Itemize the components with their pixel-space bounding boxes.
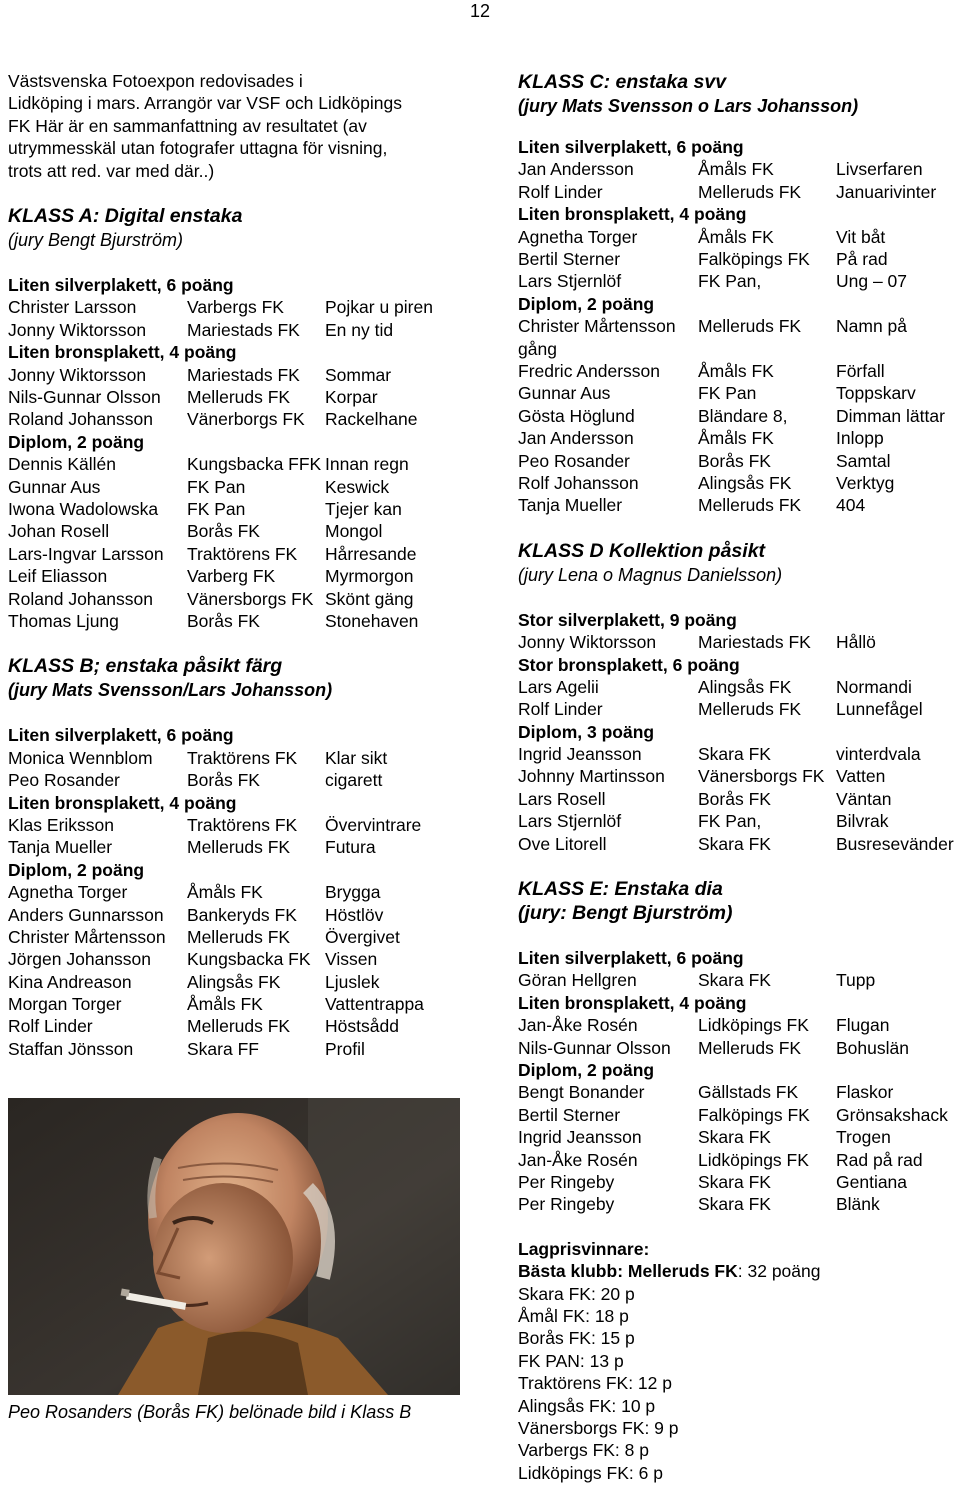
entry-name: Fredric Andersson: [518, 360, 661, 381]
table-row: [8, 476, 468, 498]
entry-club: Borås FK: [187, 770, 260, 791]
entry-club: FK Pan,: [698, 811, 762, 832]
klass-e-bronze-label: Liten bronsplakett, 4 poäng: [518, 992, 747, 1013]
entry-club: Mariestads FK: [187, 364, 300, 385]
table-row: [8, 296, 468, 318]
entry-club: Lidköpings FK: [698, 1149, 809, 1170]
table-row: [518, 1014, 958, 1036]
entry-club: Vänersborgs FK: [187, 588, 314, 609]
klass-b-bronze-list: [8, 814, 468, 859]
entry-title: cigarett: [325, 770, 383, 791]
klass-c-jury: (jury Mats Svensson o Lars Johansson): [518, 96, 859, 116]
entry-club: Mariestads FK: [698, 632, 811, 653]
entry-name: Monica Wennblom: [8, 747, 153, 768]
entry-club: Lidköpings FK: [698, 1015, 809, 1036]
entry-name: Ingrid Jeansson: [518, 1127, 642, 1148]
entry-name: Jonny Wiktorsson: [8, 319, 147, 340]
table-row: [518, 1104, 958, 1126]
lagpris-heading: Lagprisvinnare:: [518, 1238, 650, 1259]
entry-club: Kungsbacka FK: [187, 949, 311, 970]
table-row: [8, 769, 468, 791]
klass-c-bronze-list: [518, 226, 958, 293]
entry-title: Ljuslek: [325, 971, 380, 992]
entry-name: Göran Hellgren: [518, 970, 637, 991]
entry-club: Åmåls FK: [698, 159, 774, 180]
entry-club: Skara FF: [187, 1038, 259, 1059]
entry-club: Bländare 8,: [698, 405, 788, 426]
entry-title: Innan regn: [325, 454, 409, 475]
entry-name: Staffan Jönsson: [8, 1038, 134, 1059]
entry-club: Traktörens FK: [187, 747, 298, 768]
entry-title: Korpar: [325, 387, 378, 408]
klass-e-jury: (jury: Bengt Bjurström): [518, 902, 733, 925]
photo-portrait-image: [8, 1098, 460, 1395]
entry-club: Alingsås FK: [698, 676, 792, 697]
entry-name: Nils-Gunnar Olsson: [8, 387, 161, 408]
entry-name: Dennis Källén: [8, 454, 116, 475]
entry-title: Klar sikt: [325, 747, 388, 768]
entry-title: Lunnefågel: [836, 699, 923, 720]
table-row: [518, 631, 958, 653]
entry-title: Blänk: [836, 1194, 880, 1215]
table-row: [518, 382, 958, 404]
table-row: [518, 810, 958, 832]
entry-name: Gunnar Aus: [8, 476, 101, 497]
table-row: [518, 1126, 958, 1148]
entry-title: Ung – 07: [836, 271, 908, 292]
table-row: [518, 270, 958, 292]
entry-name: Leif Eliasson: [8, 566, 108, 587]
table-row: [8, 364, 468, 386]
klass-e-diplom-list: [518, 1081, 958, 1215]
entry-title: Dimman lättar: [836, 405, 945, 426]
entry-club: FK Pan: [187, 476, 246, 497]
entry-name: Per Ringeby: [518, 1194, 615, 1215]
entry-name: Peo Rosander: [8, 770, 120, 791]
entry-title: Stonehaven: [325, 610, 419, 631]
entry-club: Falköpings FK: [698, 248, 810, 269]
table-row: [8, 993, 468, 1015]
table-row: [518, 472, 958, 494]
table-row: [518, 1149, 958, 1171]
table-row: [8, 948, 468, 970]
entry-club: Åmåls FK: [698, 428, 774, 449]
entry-club: Varberg FK: [187, 566, 276, 587]
entry-title: Tupp: [836, 970, 876, 991]
entry-club: Skara FK: [698, 1172, 771, 1192]
klass-b-diplom-list: [8, 881, 468, 1060]
entry-name: Gunnar Aus: [518, 383, 611, 404]
entry-title: Futura: [325, 837, 376, 858]
table-row: [518, 315, 958, 337]
entry-name: Jonny Wiktorsson: [8, 364, 147, 385]
entry-club: Melleruds FK: [698, 1037, 802, 1058]
table-row: [518, 1171, 958, 1193]
table-row: [518, 743, 958, 765]
table-row: [8, 520, 468, 542]
table-row: [518, 1081, 958, 1103]
entry-name: Christer Mårtensson: [8, 926, 166, 947]
entry-name: Christer Mårtensson: [518, 316, 676, 337]
klass-d-stor-silver-label: Stor silverplakett, 9 poäng: [518, 609, 737, 630]
klass-c-diplom-list: [518, 360, 958, 517]
entry-club: Mariestads FK: [187, 319, 300, 340]
entry-name: Johnny Martinsson: [518, 766, 665, 787]
entry-club: Melleruds FK: [698, 699, 802, 720]
entry-name: Agnetha Torger: [8, 882, 128, 903]
entry-club: Skara FK: [698, 833, 771, 854]
table-row: [8, 747, 468, 769]
entry-title: Keswick: [325, 476, 390, 497]
entry-club: Åmåls FK: [187, 882, 263, 903]
entry-title: Väntan: [836, 788, 892, 809]
table-row: [518, 427, 958, 449]
table-row: [8, 498, 468, 520]
entry-title: Höstsådd: [325, 1016, 399, 1037]
klass-d-stor-bronze-list: [518, 676, 958, 721]
entry-club: FK Pan,: [698, 271, 762, 292]
table-row: [8, 814, 468, 836]
list-item: Åmål FK: 18 p: [518, 1306, 629, 1326]
klass-e-silver-label: Liten silverplakett, 6 poäng: [518, 948, 744, 969]
entry-club: Skara FK: [698, 1127, 771, 1148]
list-item: Vänersborgs FK: 9 p: [518, 1418, 679, 1439]
klass-a-diplom-list: [8, 453, 468, 632]
entry-club: Gällstads FK: [698, 1082, 799, 1103]
entry-club: Åmåls FK: [698, 226, 774, 247]
list-item: Borås FK: 15 p: [518, 1328, 635, 1349]
best-club-value: : 32 poäng: [737, 1261, 821, 1282]
klass-a-diplom-label: Diplom, 2 poäng: [8, 431, 145, 452]
table-row: [518, 181, 958, 203]
table-row: [8, 904, 468, 926]
table-row: [8, 588, 468, 610]
table-row: [518, 1193, 958, 1215]
table-row: [8, 1038, 468, 1060]
entry-title: Januarivinter: [836, 181, 937, 202]
entry-title: Vit båt: [836, 226, 886, 247]
table-row: [518, 765, 958, 787]
entry-title: Hållö: [836, 632, 876, 653]
table-row: [518, 450, 958, 472]
entry-name: Jan Andersson: [518, 159, 634, 180]
table-row: [518, 226, 958, 248]
list-item: Traktörens FK: 12 p: [518, 1373, 672, 1394]
table-row: [8, 881, 468, 903]
entry-club: Vänerborgs FK: [187, 409, 305, 430]
klass-d-jury: (jury Lena o Magnus Danielsson): [518, 564, 783, 585]
club-points-list: [518, 1283, 958, 1485]
entry-club: Melleruds FK: [698, 495, 802, 516]
entry-title: Namn på: [836, 316, 908, 337]
table-row: [518, 676, 958, 698]
entry-title: Trogen: [836, 1127, 891, 1148]
table-row: [8, 1015, 468, 1037]
entry-name: Roland Johansson: [8, 588, 153, 609]
right-column: [518, 70, 958, 1484]
entry-title: Skönt gäng: [325, 588, 414, 609]
klass-c-heading: KLASS C: enstaka svv: [518, 71, 727, 93]
table-row: [518, 788, 958, 810]
entry-title: 404: [836, 495, 866, 516]
entry-title: Brygga: [325, 882, 381, 903]
entry-club: Traktörens FK: [187, 814, 298, 835]
entry-name: Christer Larsson: [8, 297, 137, 318]
entry-name: Rolf Johansson: [518, 472, 639, 493]
entry-name: Johan Rosell: [8, 521, 110, 542]
entry-club: Skara FK: [698, 1194, 771, 1215]
entry-title: Övergivet: [325, 926, 400, 947]
entry-name: Roland Johansson: [8, 409, 153, 430]
table-row: [8, 610, 468, 632]
entry-name: Agnetha Torger: [518, 226, 638, 247]
entry-name: Ingrid Jeansson: [518, 744, 642, 765]
table-row: [518, 494, 958, 516]
entry-title: Profil: [325, 1038, 365, 1059]
entry-title: Förfall: [836, 360, 885, 381]
entry-name: Jörgen Johansson: [8, 949, 152, 970]
entry-title: Tjejer kan: [325, 498, 402, 519]
entry-title: Busresevänder: [836, 833, 954, 854]
table-row: [8, 453, 468, 475]
award-photo: [8, 1098, 460, 1395]
klass-a-jury: (jury Bengt Bjurström): [8, 230, 184, 251]
klass-b-silver-list: [8, 747, 468, 792]
list-item: Skara FK: 20 p: [518, 1283, 635, 1304]
klass-c-silver-list: [518, 158, 958, 203]
klass-e-silver-list: [518, 969, 958, 991]
klass-e-heading: KLASS E: Enstaka dia: [518, 878, 723, 901]
entry-club: Åmåls FK: [698, 360, 774, 381]
entry-title: Flaskor: [836, 1082, 894, 1103]
entry-title: Normandi: [836, 676, 912, 697]
klass-b-heading: KLASS B; enstaka påsikt färg: [8, 655, 283, 678]
entry-name: Rolf Linder: [518, 181, 603, 202]
klass-d-diplom-label: Diplom, 3 poäng: [518, 721, 655, 742]
klass-b-jury: (jury Mats Svensson/Lars Johansson): [8, 680, 333, 701]
entry-name: Tanja Mueller: [8, 837, 113, 858]
list-item: Alingsås FK: 10 p: [518, 1395, 656, 1416]
entry-title: Livserfaren: [836, 159, 923, 180]
entry-club: FK Pan: [187, 498, 246, 519]
entry-name: Rolf Linder: [518, 699, 603, 720]
klass-a-bronze-list: [8, 364, 468, 431]
entry-title: Höstlöv: [325, 904, 384, 925]
table-row: [8, 971, 468, 993]
entry-name: Tanja Mueller: [518, 495, 623, 516]
entry-club: Melleruds FK: [187, 837, 291, 858]
entry-club: Melleruds FK: [698, 316, 802, 337]
klass-d-stor-silver-list: [518, 631, 958, 653]
entry-name: Bertil Sterner: [518, 248, 621, 269]
entry-name: Bengt Bonander: [518, 1082, 645, 1103]
best-club-line: [518, 1260, 958, 1282]
entry-name: Thomas Ljung: [8, 610, 119, 631]
entry-name: Rolf Linder: [8, 1016, 93, 1037]
entry-title: Vatten: [836, 766, 886, 787]
entry-title: Sommar: [325, 364, 392, 385]
klass-b-silver-label: Liten silverplakett, 6 poäng: [8, 725, 234, 746]
list-item: Lidköpings FK: 6 p: [518, 1462, 663, 1483]
entry-club: Traktörens FK: [187, 543, 298, 564]
entry-club: Borås FK: [187, 521, 260, 542]
entry-name: Nils-Gunnar Olsson: [518, 1037, 671, 1058]
entry-club: Borås FK: [187, 610, 260, 631]
entry-name: Bertil Sterner: [518, 1104, 621, 1125]
list-item: FK PAN: 13 p: [518, 1350, 624, 1371]
entry-title: Mongol: [325, 521, 383, 542]
entry-club: Kungsbacka FFK: [187, 454, 322, 475]
entry-name: Lars-Ingvar Larsson: [8, 543, 164, 564]
entry-name: Iwona Wadolowska: [8, 498, 159, 519]
entry-title: Inlopp: [836, 428, 884, 449]
entry-club: Borås FK: [698, 788, 771, 809]
entry-name: Morgan Torger: [8, 994, 122, 1015]
entry-name: Klas Eriksson: [8, 814, 115, 835]
entry-title: vinterdvala: [836, 744, 921, 765]
entry-club: Skara FK: [698, 970, 771, 991]
klass-d-diplom-list: [518, 743, 958, 855]
table-row: [518, 1037, 958, 1059]
entry-title: Verktyg: [836, 472, 895, 493]
table-row: [518, 833, 958, 855]
entry-club: FK Pan: [698, 383, 757, 404]
klass-a-bronze-label: Liten bronsplakett, 4 poäng: [8, 342, 237, 363]
entry-title: Bohuslän: [836, 1037, 909, 1058]
entry-title-continued: gång: [518, 338, 557, 359]
entry-name: Ove Litorell: [518, 833, 607, 854]
page-number: 12: [469, 1, 491, 21]
entry-name: Jan-Åke Rosén: [518, 1015, 638, 1036]
entry-title: Rad på rad: [836, 1149, 923, 1170]
entry-club: Bankeryds FK: [187, 904, 297, 925]
entry-name: Kina Andreason: [8, 971, 132, 992]
entry-title: Övervintrare: [325, 814, 422, 835]
intro-paragraph: Västsvenska Fotoexpon redovisades i Lidköping i mars. Arrangör var VSF och Lidköpings FK Här är en sammanfattning av resultatet (av utrymmesskäl utan fotografer uttagna för visning, trots att red. var med där..): [8, 71, 402, 181]
entry-title: Rackelhane: [325, 409, 418, 430]
klass-b-bronze-label: Liten bronsplakett, 4 poäng: [8, 792, 237, 813]
entry-title: Flugan: [836, 1015, 890, 1036]
table-row: [8, 543, 468, 565]
table-row: [518, 158, 958, 180]
entry-title: Vissen: [325, 949, 378, 970]
photo-caption: Peo Rosanders (Borås FK) belönade bild i Klass B: [8, 1402, 412, 1422]
entry-club: Alingsås FK: [698, 472, 792, 493]
entry-title: Grönsakshack: [836, 1104, 948, 1125]
entry-title: Hårresande: [325, 543, 417, 564]
entry-club: Alingsås FK: [187, 971, 281, 992]
entry-club: Melleruds FK: [187, 387, 291, 408]
klass-a-silver-list: [8, 296, 468, 341]
table-row: [518, 360, 958, 382]
entry-name: Lars Rosell: [518, 788, 606, 809]
table-row: [518, 969, 958, 991]
table-row: [8, 836, 468, 858]
entry-name: Lars Stjernlöf: [518, 271, 622, 292]
klass-e-diplom-label: Diplom, 2 poäng: [518, 1060, 655, 1081]
klass-b-diplom-label: Diplom, 2 poäng: [8, 859, 145, 880]
entry-title: Myrmorgon: [325, 566, 414, 587]
klass-d-stor-bronze-label: Stor bronsplakett, 6 poäng: [518, 654, 740, 675]
table-row: [518, 248, 958, 270]
entry-club: Melleruds FK: [187, 926, 291, 947]
entry-title: Gentiana: [836, 1172, 908, 1192]
entry-name: Jan-Åke Rosén: [518, 1149, 638, 1170]
entry-club: Varbergs FK: [187, 297, 284, 318]
table-row: [8, 926, 468, 948]
entry-name: Jan Andersson: [518, 428, 634, 449]
klass-d-heading: KLASS D Kollektion påsikt: [518, 539, 766, 562]
entry-title: Samtal: [836, 450, 891, 471]
entry-title: Toppskarv: [836, 383, 916, 404]
entry-club: Melleruds FK: [698, 181, 802, 202]
table-row: [8, 408, 468, 430]
entry-club: Skara FK: [698, 744, 771, 765]
list-item: Varbergs FK: 8 p: [518, 1440, 649, 1461]
klass-a-heading: KLASS A: Digital enstaka: [8, 205, 243, 228]
best-club-label: Bästa klubb: Melleruds FK: [518, 1261, 738, 1282]
entry-club: Melleruds FK: [187, 1016, 291, 1037]
entry-name: Per Ringeby: [518, 1172, 615, 1192]
entry-club: Borås FK: [698, 450, 771, 471]
table-row: [518, 405, 958, 427]
entry-title: En ny tid: [325, 319, 394, 340]
klass-e-bronze-list: [518, 1014, 958, 1059]
entry-name: Anders Gunnarsson: [8, 904, 164, 925]
entry-name: Lars Agelii: [518, 676, 599, 697]
table-row: [8, 386, 468, 408]
entry-title: Vattentrappa: [325, 994, 424, 1015]
entry-name: Gösta Höglund: [518, 405, 635, 426]
entry-club: Falköpings FK: [698, 1104, 810, 1125]
entry-name: Lars Stjernlöf: [518, 811, 622, 832]
entry-title: Bilvrak: [836, 811, 889, 832]
table-row: [8, 565, 468, 587]
entry-name: Peo Rosander: [518, 450, 630, 471]
klass-c-bronze-label: Liten bronsplakett, 4 poäng: [518, 204, 747, 225]
klass-c-silver-label: Liten silverplakett, 6 poäng: [518, 137, 744, 157]
left-column: [8, 70, 468, 1060]
klass-c-diplom-label: Diplom, 2 poäng: [518, 293, 655, 314]
klass-a-silver-label: Liten silverplakett, 6 poäng: [8, 275, 234, 296]
entry-title: Pojkar u piren: [325, 297, 433, 318]
entry-club: Åmåls FK: [187, 994, 263, 1015]
table-row: [518, 698, 958, 720]
entry-name: Jonny Wiktorsson: [518, 632, 657, 653]
table-row: [8, 319, 468, 341]
entry-title: På rad: [836, 248, 888, 269]
entry-club: Vänersborgs FK: [698, 766, 825, 787]
